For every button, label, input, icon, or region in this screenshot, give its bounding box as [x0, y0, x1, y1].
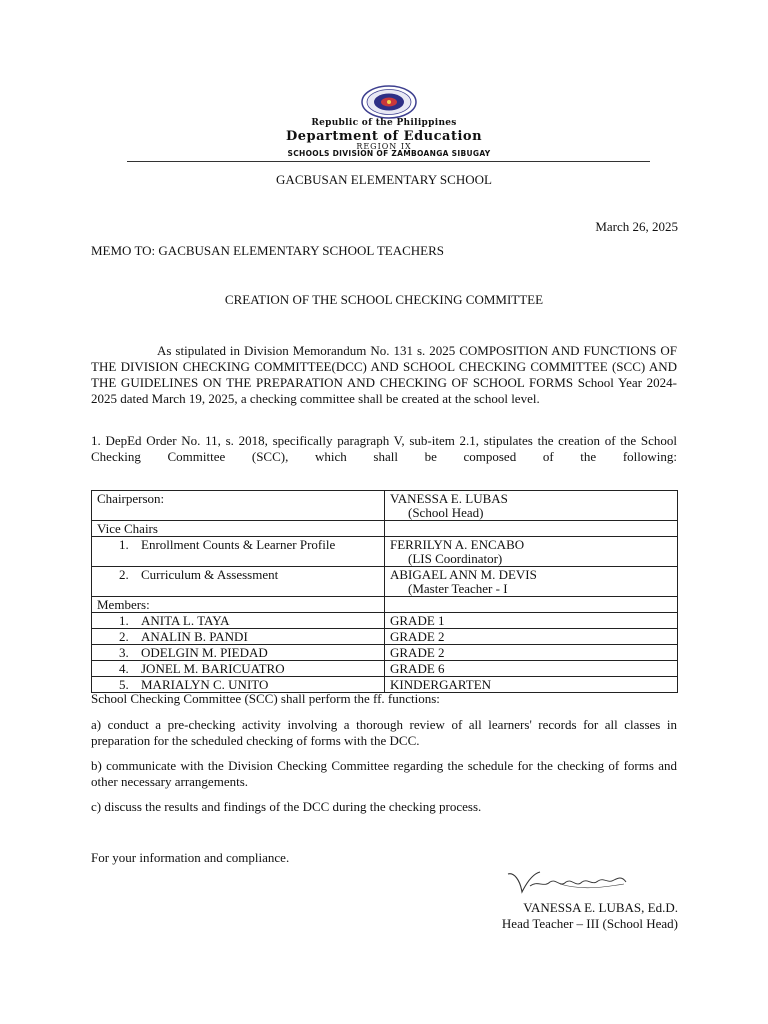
letterhead-department: Department of Education — [285, 129, 483, 144]
empty-cell — [385, 597, 678, 613]
members-label: Members: — [92, 597, 385, 613]
member-name-cell — [92, 661, 385, 677]
closing-line: For your information and compliance. — [91, 850, 290, 865]
list-number: 2. — [119, 629, 129, 644]
empty-cell — [385, 521, 678, 537]
paragraph-deped-order: 1. DepEd Order No. 11, s. 2018, specifically paragraph V, sub-item 2.1, stipulates the creation of the School Checking Committee (SCC), which shall be composed of the following: — [91, 433, 677, 464]
table-row — [92, 597, 678, 613]
function-c: c) discuss the results and findings of the DCC during the checking process. — [91, 799, 482, 814]
member-grade: GRADE 6 — [385, 661, 678, 677]
signatory-position: Head Teacher – III (School Head) — [501, 916, 678, 931]
deped-seal-icon — [360, 85, 418, 119]
letterhead-republic: Republic of the Philippines — [311, 118, 457, 128]
vice-area: Curriculum & Assessment — [141, 567, 279, 582]
member-grade: GRADE 1 — [385, 613, 678, 629]
member-grade: GRADE 2 — [385, 645, 678, 661]
school-name: GACBUSAN ELEMENTARY SCHOOL — [276, 172, 492, 187]
member-grade: KINDERGARTEN — [385, 677, 678, 693]
list-number: 2. — [119, 567, 129, 582]
paragraph-stipulation-text: As stipulated in Division Memorandum No. 131 s. 2025 COMPOSITION AND FUNCTIONS OF THE DIVISION CHECKING COMMITTEE(DCC) AND SCHOOL CHECKING COMMITTEE (SCC) AND THE GUIDELINES ON THE PREPARATION AND CHECKING OF SCHOOL FORMS School Year 2024-2025 dated March 19, 2025, a checking committee shall be created at the school level. — [91, 343, 677, 406]
functions-intro: School Checking Committee (SCC) shall perform the ff. functions: — [91, 691, 440, 706]
member-name: JONEL M. BARICUATRO — [141, 661, 285, 676]
table-row — [92, 613, 678, 629]
list-number: 1. — [119, 613, 129, 628]
table-row — [92, 661, 678, 677]
table-row — [92, 567, 678, 597]
member-name-cell — [92, 629, 385, 645]
vice-area-cell — [92, 537, 385, 567]
memo-subject: CREATION OF THE SCHOOL CHECKING COMMITTEE — [224, 292, 544, 307]
chair-name: VANESSA E. LUBAS — [390, 491, 508, 506]
chair-label: Chairperson: — [92, 491, 385, 521]
member-name-cell — [92, 645, 385, 661]
chair-role: (School Head) — [408, 505, 484, 520]
table-row — [92, 629, 678, 645]
vice-label: Vice Chairs — [92, 521, 385, 537]
table-row — [92, 521, 678, 537]
table-row — [92, 537, 678, 567]
letterhead-division: SCHOOLS DIVISION OF ZAMBOANGA SIBUGAY — [287, 149, 491, 158]
vice-name: FERRILYN A. ENCABO — [390, 537, 525, 552]
member-name: MARIALYN C. UNITO — [141, 677, 269, 692]
list-number: 3. — [119, 645, 129, 660]
vice-role: (Master Teacher - I — [408, 581, 508, 596]
list-number: 1. — [119, 537, 129, 552]
vice-area: Enrollment Counts & Learner Profile — [141, 537, 336, 552]
member-name: ODELGIN M. PIEDAD — [141, 645, 268, 660]
letterhead-divider — [127, 161, 650, 162]
memo-recipient: MEMO TO: GACBUSAN ELEMENTARY SCHOOL TEACHERS — [91, 243, 444, 258]
vice-role: (LIS Coordinator) — [408, 551, 503, 566]
table-row — [92, 645, 678, 661]
handwritten-signature — [500, 866, 632, 900]
list-number: 4. — [119, 661, 129, 676]
function-b: b) communicate with the Division Checking Committee regarding the schedule for the checking of forms and other necessary arrangements. — [91, 758, 677, 789]
memo-date: March 26, 2025 — [595, 219, 678, 234]
function-a: a) conduct a pre-checking activity involving a thorough review of all learners' records for all classes in preparation for the scheduled checking of forms with the DCC. — [91, 717, 677, 748]
chair-cell — [385, 491, 678, 521]
vice-person-cell — [385, 537, 678, 567]
member-name: ANALIN B. PANDI — [141, 629, 248, 644]
paragraph-stipulation — [91, 343, 677, 407]
table-row — [92, 491, 678, 521]
letterhead-region: REGION IX — [356, 142, 412, 151]
vice-area-cell — [92, 567, 385, 597]
committee-table — [91, 490, 678, 693]
member-grade: GRADE 2 — [385, 629, 678, 645]
vice-person-cell — [385, 567, 678, 597]
vice-name: ABIGAEL ANN M. DEVIS — [390, 567, 537, 582]
member-name: ANITA L. TAYA — [141, 613, 230, 628]
signatory-name: VANESSA E. LUBAS, Ed.D. — [523, 900, 678, 915]
member-name-cell — [92, 613, 385, 629]
list-number: 5. — [119, 677, 129, 692]
